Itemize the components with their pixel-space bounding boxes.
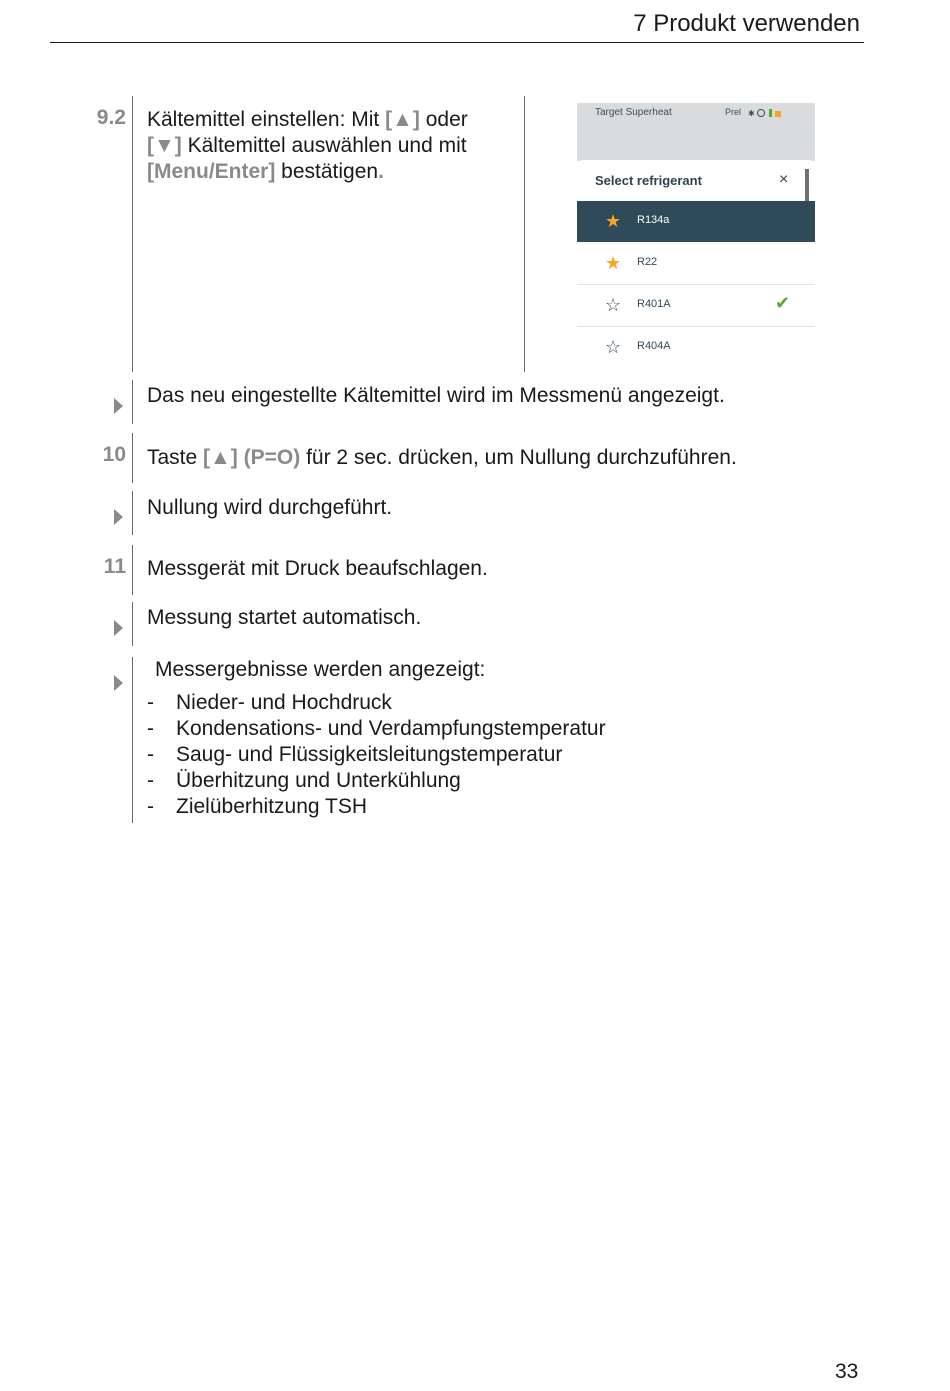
list-item-text: Überhitzung und Unterkühlung — [176, 769, 461, 792]
image-divider — [524, 96, 525, 372]
step-text-part: Kältemittel auswählen und mit — [181, 134, 467, 157]
star-filled-icon[interactable]: ★ — [605, 253, 622, 273]
key-menu-enter: [Menu/Enter] — [147, 160, 276, 183]
status-icons — [744, 108, 784, 118]
svg-text:✱: ✱ — [747, 108, 755, 118]
result-intro-text: Messergebnisse werden angezeigt: — [155, 658, 486, 681]
key-up: [▲] — [385, 108, 420, 131]
list-item: - Kondensations- und Verdampfungstemperatur — [147, 717, 606, 740]
dialog-title: Select refrigerant — [595, 173, 702, 188]
list-item: - Nieder- und Hochdruck — [147, 691, 392, 714]
refrigerant-item[interactable] — [577, 201, 815, 242]
refrigerant-label: R401A — [637, 298, 671, 310]
step-9-2-text — [147, 107, 517, 185]
refrigerant-item[interactable] — [577, 327, 815, 368]
result-divider — [132, 380, 133, 424]
step-text-period: . — [378, 160, 384, 183]
close-icon[interactable]: × — [779, 171, 789, 188]
step-text-part: oder — [419, 108, 468, 131]
step-10-text — [147, 445, 737, 471]
key-down: [▼] — [147, 134, 182, 157]
step-divider — [132, 96, 133, 372]
list-item: - Saug- und Flüssigkeitsleitungstemperatur — [147, 743, 563, 766]
result-arrow-icon — [114, 675, 123, 691]
step-divider — [132, 433, 133, 483]
result-divider — [132, 657, 133, 823]
star-outline-icon[interactable]: ☆ — [605, 295, 622, 315]
refrigerant-label: R404A — [637, 340, 671, 352]
step-number-9-2: 9.2 — [96, 106, 126, 129]
device-status-title: Target Superheat — [595, 107, 672, 118]
refrigerant-item[interactable] — [577, 285, 815, 327]
result-text: Messung startet automatisch. — [147, 606, 422, 629]
list-item: - Überhitzung und Unterkühlung — [147, 769, 461, 792]
step-text-part: Kältemittel einstellen: Mit — [147, 108, 386, 131]
refrigerant-label: R134a — [637, 214, 670, 226]
list-item-text: Nieder- und Hochdruck — [176, 691, 392, 714]
step-number-11: 11 — [103, 555, 126, 578]
step-divider — [132, 545, 133, 595]
page-number: 33 — [835, 1360, 859, 1383]
result-arrow-icon — [114, 398, 123, 414]
step-11-text: Messgerät mit Druck beaufschlagen. — [147, 557, 488, 580]
list-item-text: Zielüberhitzung TSH — [176, 795, 368, 818]
star-outline-icon[interactable]: ☆ — [605, 337, 622, 357]
result-divider — [132, 491, 133, 535]
list-item-text: Kondensations- und Verdampfungstemperatur — [176, 717, 606, 740]
list-item-text: Saug- und Flüssigkeitsleitungstemperatur — [176, 743, 563, 766]
results-list — [147, 690, 606, 820]
result-arrow-icon — [114, 509, 123, 525]
header-divider — [50, 42, 864, 43]
star-filled-icon[interactable]: ★ — [605, 211, 622, 231]
list-item: - Zielüberhitzung TSH — [147, 795, 368, 818]
device-screenshot — [577, 103, 815, 371]
step-text-part: für 2 sec. drücken, um Nullung durchzuführen. — [300, 446, 737, 469]
result-divider — [132, 602, 133, 646]
result-text: Nullung wird durchgeführt. — [147, 496, 393, 519]
result-text: Das neu eingestellte Kältemittel wird im Messmenü angezeigt. — [147, 384, 725, 407]
step-text-part: Taste — [147, 446, 204, 469]
pressure-label: Prel — [725, 107, 742, 117]
checkmark-icon: ✔ — [775, 293, 791, 313]
step-number-10: 10 — [102, 443, 126, 466]
step-text-part: bestätigen — [275, 160, 379, 183]
device-status-indicators — [725, 107, 784, 118]
refrigerant-item[interactable] — [577, 243, 815, 285]
result-arrow-icon — [114, 620, 123, 636]
key-up-zero: [▲] (P=O) — [203, 446, 301, 469]
refrigerant-label: R22 — [637, 256, 658, 268]
page-header-title: 7 Produkt verwenden — [633, 10, 860, 37]
